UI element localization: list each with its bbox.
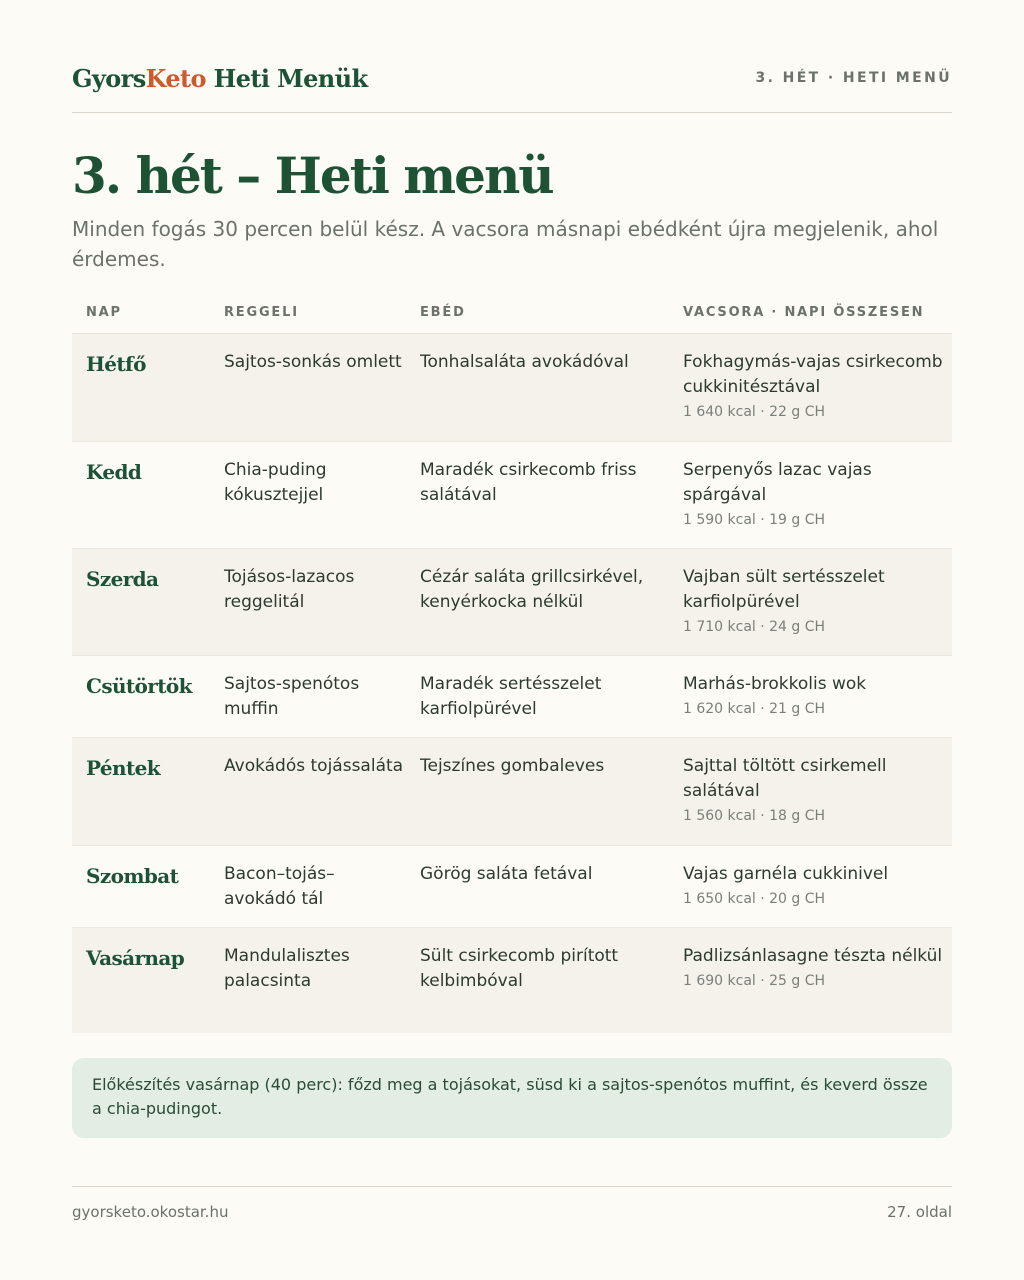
daily-total: 1 650 kcal · 20 g CH [683, 891, 826, 907]
table-row [72, 846, 952, 928]
breakfast-cell: Tojásos-lazacos reggelitál [224, 567, 355, 612]
lunch-cell: Cézár saláta grillcsirkével, kenyérkocka nélkül [420, 567, 644, 612]
dinner-cell [683, 862, 945, 909]
table-row [72, 334, 952, 442]
daily-total: 1 640 kcal · 22 g CH [683, 404, 826, 420]
daily-total: 1 690 kcal · 25 g CH [683, 973, 826, 989]
table-row [72, 442, 952, 549]
daily-total: 1 620 kcal · 21 g CH [683, 701, 826, 717]
prep-note: Előkészítés vasárnap (40 perc): főzd meg a tojásokat, süsd ki a sajtos-spenótos muffint, és keverd össze a chia-pudingot. [72, 1058, 952, 1138]
page-subtitle: Minden fogás 30 percen belül kész. A vacsora másnapi ebédként újra megjelenik, ahol érdemes. [72, 217, 939, 271]
page-title: 3. hét – Heti menü [72, 146, 553, 205]
table-header [72, 296, 952, 334]
day-name: Kedd [86, 460, 142, 484]
dinner-cell [683, 350, 945, 422]
table-row [72, 928, 952, 1033]
dinner-cell [683, 458, 945, 530]
weekly-menu-table [72, 296, 952, 1033]
table-row [72, 738, 952, 846]
dinner-cell [683, 672, 945, 719]
footer-divider [72, 1186, 952, 1187]
column-header-breakfast: REGGELI [224, 305, 299, 320]
lunch-cell: Maradék sertésszelet karfiolpürével [420, 674, 602, 719]
breakfast-cell: Mandulalisztes palacsinta [224, 946, 350, 991]
dinner-cell [683, 754, 945, 826]
dinner-dish: Serpenyős lazac vajas spárgával [683, 460, 872, 505]
header-divider [72, 112, 952, 113]
breakfast-cell: Bacon–tojás–avokádó tál [224, 864, 335, 909]
footer-url: gyorsketo.okostar.hu [72, 1203, 229, 1221]
brand-name-part3: Heti Menük [205, 64, 368, 93]
dinner-dish: Vajban sült sertésszelet karfiolpürével [683, 567, 885, 612]
dinner-cell [683, 565, 945, 637]
breakfast-cell: Sajtos-spenótos muffin [224, 674, 360, 719]
breakfast-cell: Chia-puding kókusztejjel [224, 460, 327, 505]
day-name: Szombat [86, 864, 179, 888]
table-row [72, 656, 952, 738]
brand-logo [72, 64, 368, 93]
dinner-cell [683, 944, 945, 991]
daily-total: 1 710 kcal · 24 g CH [683, 619, 826, 635]
lunch-cell: Sült csirkecomb pirított kelbimbóval [420, 946, 619, 991]
day-name: Csütörtök [86, 674, 192, 698]
day-name: Péntek [86, 756, 160, 780]
lunch-cell: Tonhalsaláta avokádóval [420, 352, 629, 372]
breakfast-cell: Sajtos-sonkás omlett [224, 352, 402, 372]
column-header-lunch: EBÉD [420, 305, 466, 320]
brand-name-accent: Keto [145, 64, 206, 93]
page-header [72, 62, 952, 102]
column-header-day: NAP [86, 305, 122, 320]
day-name: Hétfő [86, 352, 146, 376]
dinner-dish: Marhás-brokkolis wok [683, 674, 867, 694]
lunch-cell: Görög saláta fetával [420, 864, 593, 884]
page-number: 27. oldal [887, 1203, 952, 1221]
table-row [72, 549, 952, 656]
lunch-cell: Tejszínes gombaleves [420, 756, 605, 776]
column-header-dinner: VACSORA · NAPI ÖSSZESEN [683, 305, 925, 320]
lunch-cell: Maradék csirkecomb friss salátával [420, 460, 637, 505]
dinner-dish: Padlizsánlasagne tészta nélkül [683, 946, 943, 966]
daily-total: 1 560 kcal · 18 g CH [683, 808, 826, 824]
day-name: Vasárnap [86, 946, 185, 970]
section-label: 3. HÉT · HETI MENÜ [755, 70, 952, 86]
dinner-dish: Vajas garnéla cukkinivel [683, 864, 889, 884]
brand-name-part1: Gyors [72, 64, 146, 93]
breakfast-cell: Avokádós tojássaláta [224, 756, 404, 776]
page [72, 0, 952, 1280]
dinner-dish: Fokhagymás-vajas csirkecomb cukkinitésztával [683, 352, 943, 397]
day-name: Szerda [86, 567, 159, 591]
dinner-dish: Sajttal töltött csirkemell salátával [683, 756, 887, 801]
daily-total: 1 590 kcal · 19 g CH [683, 512, 826, 528]
